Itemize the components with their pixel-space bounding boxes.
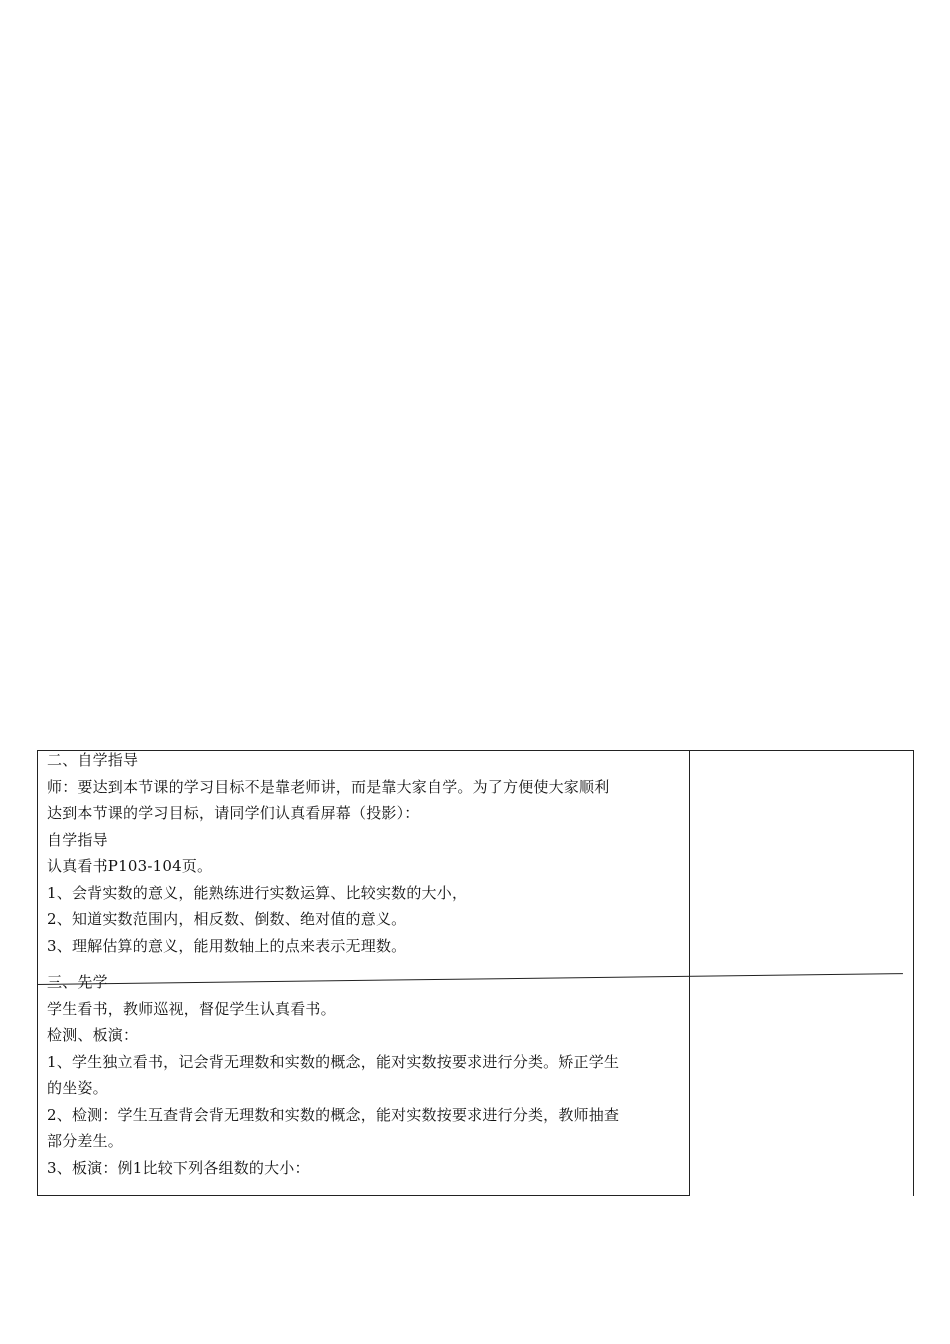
section-two-heading: 二、自学指导 bbox=[47, 751, 139, 769]
section-three-heading: 三、先学 bbox=[47, 973, 108, 991]
section-three-line: 学生看书，教师巡视，督促学生认真看书。 bbox=[47, 999, 336, 1018]
table-right-border-upper bbox=[913, 750, 914, 977]
section-two-line: 2、知道实数范围内，相反数、倒数、绝对值的意义。 bbox=[47, 910, 407, 928]
table-right-border-lower bbox=[913, 977, 914, 1196]
section-three-cell bbox=[47, 969, 687, 1181]
section-three-line: 的坐姿。 bbox=[47, 1079, 108, 1097]
section-three-line: 部分差生。 bbox=[47, 1132, 124, 1150]
section-two-subheading: 自学指导 bbox=[47, 830, 108, 849]
section-two-line: 达到本节课的学习目标，请同学们认真看屏幕（投影）： bbox=[47, 804, 420, 822]
table-bottom-border bbox=[37, 1195, 690, 1196]
section-two-line: 认真看书P103-104页。 bbox=[47, 857, 213, 875]
section-two-line: 1、会背实数的意义，能熟练进行实数运算、比较实数的大小， bbox=[47, 883, 468, 902]
section-three-line: 3、板演：例1比较下列各组数的大小： bbox=[47, 1158, 310, 1177]
section-two-line: 师：要达到本节课的学习目标不是靠老师讲，而是靠大家自学。为了方便使大家顺利 bbox=[47, 777, 610, 796]
section-two-line: 3、理解估算的意义，能用数轴上的点来表示无理数。 bbox=[47, 936, 407, 955]
section-three-line: 检测、板演： bbox=[47, 1026, 139, 1044]
section-three-line: 1、学生独立看书，记会背无理数和实数的概念，能对实数按要求进行分类。矫正学生 bbox=[47, 1052, 620, 1071]
section-two-cell bbox=[47, 747, 687, 959]
table-left-border bbox=[37, 750, 38, 1196]
table-column-divider bbox=[689, 750, 690, 1196]
section-three-line: 2、检测：学生互查背会背无理数和实数的概念，能对实数按要求进行分类，教师抽查 bbox=[47, 1105, 620, 1124]
